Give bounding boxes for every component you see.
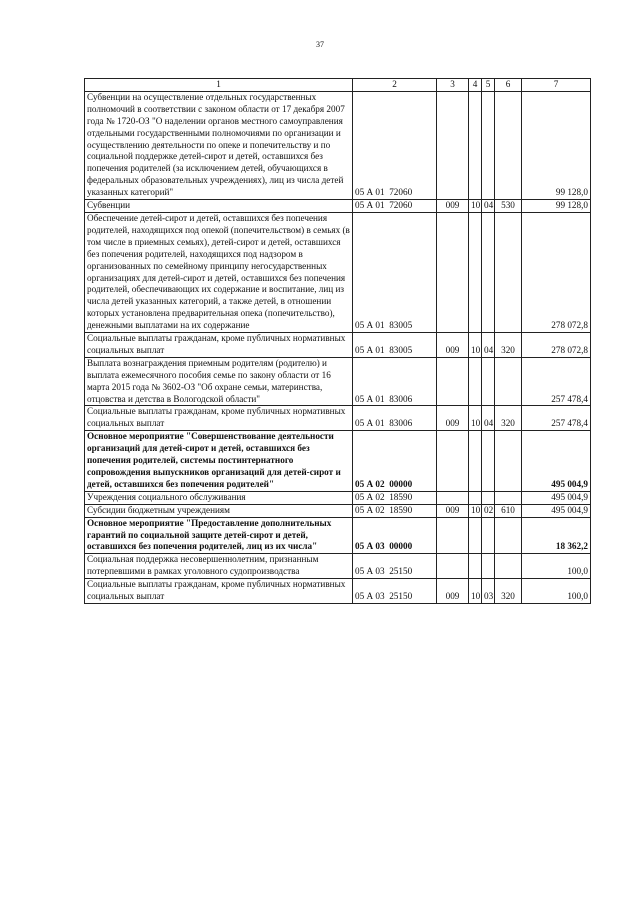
row-section-cell: 10 [469,579,482,604]
row-ministry-cell [437,491,469,504]
row-amount-cell: 257 478,4 [522,357,591,406]
column-header: 1 [85,79,353,92]
row-amount-cell: 495 004,9 [522,491,591,504]
row-amount-cell: 99 128,0 [522,91,591,199]
row-expense-type-cell [495,212,522,332]
row-name-cell: Учреждения социального обслуживания [85,491,353,504]
row-amount-cell: 495 004,9 [522,431,591,492]
row-ministry-cell [437,212,469,332]
row-amount-cell: 100,0 [522,554,591,579]
row-section-cell [469,517,482,554]
row-name-cell: Социальные выплаты гражданам, кроме публичных нормативных социальных выплат [85,406,353,431]
row-code-cell: 05 А 01 83005 [353,333,437,358]
row-name-cell: Обеспечение детей-сирот и детей, оставшихся без попечения родителей, находящихся под опекой (попечительством) в семьях (в том числе в приемных семьях), детей-сирот и детей, оставшихся без попечения родителей, находящихся под надзором в организованных по семейному принципу негосударственных организациях для детей-сирот и детей, оставшихся без попечения родителей, обеспечивающих их содержание и воспитание, лиц из числа детей указанных категорий, а также детей, в отношении которых установлена предварительная опека (попечительство), денежными выплатами на их содержание [85,212,353,332]
row-subsection-cell [482,212,495,332]
row-code-cell: 05 А 03 00000 [353,517,437,554]
row-expense-type-cell [495,357,522,406]
row-expense-type-cell: 530 [495,200,522,213]
table-row [85,200,591,213]
row-code-cell: 05 А 01 83005 [353,212,437,332]
row-amount-cell: 278 072,8 [522,333,591,358]
row-name-cell: Социальные выплаты гражданам, кроме публичных нормативных социальных выплат [85,579,353,604]
row-name-cell: Субвенции [85,200,353,213]
column-header: 3 [437,79,469,92]
row-expense-type-cell: 320 [495,406,522,431]
row-ministry-cell: 009 [437,200,469,213]
row-expense-type-cell [495,431,522,492]
page-number: 37 [316,40,324,49]
row-amount-cell: 278 072,8 [522,212,591,332]
row-expense-type-cell [495,491,522,504]
row-ministry-cell [437,554,469,579]
row-subsection-cell [482,491,495,504]
column-header: 2 [353,79,437,92]
row-amount-cell: 257 478,4 [522,406,591,431]
row-ministry-cell: 009 [437,406,469,431]
table-row [85,357,591,406]
row-subsection-cell: 04 [482,406,495,431]
row-subsection-cell: 04 [482,200,495,213]
row-name-cell: Социальная поддержка несовершеннолетним, признанным потерпевшими в рамках уголовного судопроизводства [85,554,353,579]
row-ministry-cell: 009 [437,579,469,604]
row-subsection-cell [482,91,495,199]
row-subsection-cell [482,554,495,579]
header-row [85,79,591,92]
row-section-cell: 10 [469,406,482,431]
column-header: 5 [482,79,495,92]
row-section-cell [469,212,482,332]
row-ministry-cell [437,517,469,554]
row-name-cell: Выплата вознаграждения приемным родителям (родителю) и выплата ежемесячного пособия семье по закону области от 16 марта 2015 года № 3602-ОЗ "Об охране семьи, материнства, отцовства и детства в Вологодской области" [85,357,353,406]
table-row [85,431,591,492]
row-code-cell: 05 А 02 00000 [353,431,437,492]
table-row [85,333,591,358]
row-subsection-cell: 02 [482,504,495,517]
row-section-cell: 10 [469,504,482,517]
row-subsection-cell [482,517,495,554]
table-row [85,579,591,604]
row-expense-type-cell [495,91,522,199]
budget-table [84,78,591,604]
row-expense-type-cell: 610 [495,504,522,517]
row-section-cell [469,431,482,492]
row-code-cell: 05 А 01 72060 [353,91,437,199]
column-header: 6 [495,79,522,92]
row-subsection-cell [482,431,495,492]
row-ministry-cell: 009 [437,504,469,517]
table-row [85,212,591,332]
row-ministry-cell [437,91,469,199]
row-ministry-cell [437,357,469,406]
row-subsection-cell: 04 [482,333,495,358]
row-expense-type-cell: 320 [495,579,522,604]
row-name-cell: Субвенции на осуществление отдельных государственных полномочий в соответствии с законом области от 17 декабря 2007 года № 1720-ОЗ "О наделении органов местного самоуправления отдельными государственными полномочиями по организации и осуществлению деятельности по опеке и попечительству и по социальной поддержке детей-сирот и детей, оставшихся без попечения родителей (за исключением детей, обучающихся в федеральных образовательных учреждениях), лиц из числа детей указанных категорий" [85,91,353,199]
table-row [85,554,591,579]
row-name-cell: Социальные выплаты гражданам, кроме публичных нормативных социальных выплат [85,333,353,358]
table-row [85,517,591,554]
table-row [85,406,591,431]
row-section-cell [469,91,482,199]
row-section-cell [469,357,482,406]
row-expense-type-cell: 320 [495,333,522,358]
row-section-cell: 10 [469,200,482,213]
row-name-cell: Основное мероприятие "Совершенствование деятельности организаций для детей-сирот и детей, оставшихся без попечения родителей, системы постинтернатного сопровождения выпускников организаций для детей-сирот и детей, оставшихся без попечения родителей" [85,431,353,492]
column-header: 4 [469,79,482,92]
row-ministry-cell [437,431,469,492]
row-subsection-cell: 03 [482,579,495,604]
row-code-cell: 05 А 01 83006 [353,357,437,406]
row-code-cell: 05 А 03 25150 [353,554,437,579]
table-row [85,91,591,199]
row-section-cell [469,491,482,504]
table-row [85,504,591,517]
column-header: 7 [522,79,591,92]
row-amount-cell: 495 004,9 [522,504,591,517]
row-amount-cell: 100,0 [522,579,591,604]
row-name-cell: Основное мероприятие "Предоставление дополнительных гарантий по социальной защите детей-сирот и детей, оставшихся без попечения родителей, лиц из их числа" [85,517,353,554]
row-section-cell: 10 [469,333,482,358]
row-section-cell [469,554,482,579]
row-amount-cell: 99 128,0 [522,200,591,213]
row-expense-type-cell [495,517,522,554]
row-code-cell: 05 А 03 25150 [353,579,437,604]
row-expense-type-cell [495,554,522,579]
row-code-cell: 05 А 02 18590 [353,491,437,504]
row-name-cell: Субсидии бюджетным учреждениям [85,504,353,517]
row-ministry-cell: 009 [437,333,469,358]
row-code-cell: 05 А 01 72060 [353,200,437,213]
row-amount-cell: 18 362,2 [522,517,591,554]
row-code-cell: 05 А 01 83006 [353,406,437,431]
table-row [85,491,591,504]
row-code-cell: 05 А 02 18590 [353,504,437,517]
row-subsection-cell [482,357,495,406]
